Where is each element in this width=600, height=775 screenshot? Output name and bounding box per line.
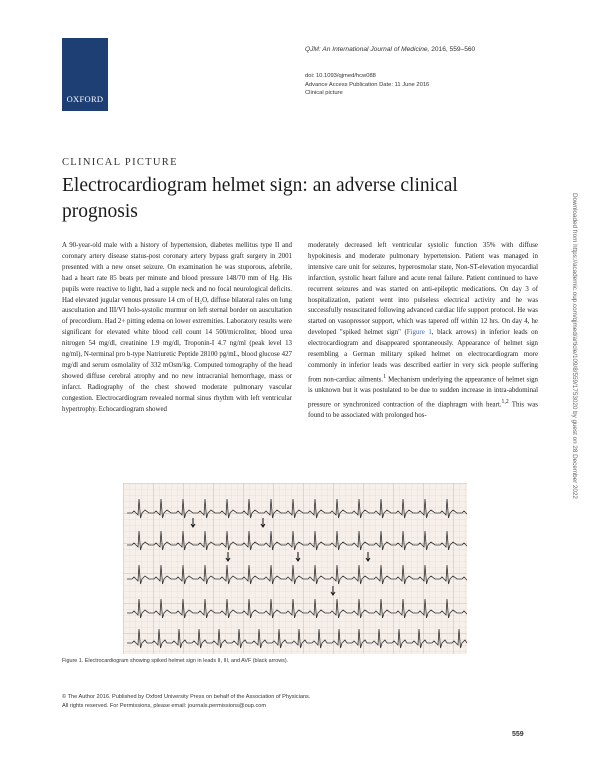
body-text: Mechanism underlying the appearance of helmet sign is unknown but it was postulated to be due to sudden increase in intra-abdominal pressure or synchronized contraction of the diaphragm with heart. bbox=[308, 376, 538, 409]
copyright-line: © The Author 2016. Published by Oxford University Press on behalf of the Association of Physicians. bbox=[62, 694, 311, 700]
body-text: This was found to be associated with prolonged hos- bbox=[308, 401, 538, 420]
article-type: Clinical picture bbox=[305, 90, 343, 97]
reference-marker[interactable]: 1,2 bbox=[501, 398, 509, 405]
permissions-line: All rights reserved. For Permissions, please email: journals.permissions@oup.com bbox=[62, 703, 267, 709]
body-text: , black arrows) in inferior leads on electrocardiogram and disappeared spontaneously. Appearance of helmet sign resembling a German military spiked helmet on electrocardiogram more commonly in inferior leads was described earlier in very sick people suffering from non-cardiac ailments. bbox=[308, 329, 538, 384]
body-column-right bbox=[308, 241, 538, 422]
body-text: moderately decreased left ventricular systolic function 35% with diffuse hypokinesis and moderate pulmonary hypertension. Patient was managed in intensive care unit for seizures, hyperosmolar state, Non-ST-elevation myocardial infarction, systolic heart failure and acute renal failure. Patient continued to have recurrent seizures and was started on anti-epileptic medications. On day 3 of hospitalization, patient went into pulseless electrical activity and he was successfully resuscitated following advanced cardiac life support protocol. He was started on vasopressor support, which was tapered off within 12 hrs. On day 4, he developed "spiked helmet sign" ( bbox=[308, 242, 538, 337]
figure-link[interactable]: Figure 1 bbox=[406, 329, 432, 337]
article-meta bbox=[305, 72, 429, 98]
oxford-logo-text: OXFORD bbox=[66, 94, 104, 104]
oxford-logo bbox=[62, 38, 108, 111]
article-title: Electrocardiogram helmet sign: an adverse clinical prognosis bbox=[62, 175, 458, 222]
journal-title: QJM: An International Journal of Medicine, bbox=[305, 46, 430, 53]
citation-volume-pages: 2016, 559–560 bbox=[429, 46, 476, 53]
page-number: 559 bbox=[512, 731, 524, 738]
advance-access-date: Advance Access Publication Date: 11 June 2016 bbox=[305, 81, 430, 88]
ecg-figure bbox=[123, 483, 467, 654]
section-label: CLINICAL PICTURE bbox=[62, 157, 178, 168]
download-margin-note: Downloaded from https://academic.oup.com/qjmed/article/109/8/559/1753020 by guest on 28 December 2022 bbox=[571, 193, 578, 499]
reference-marker[interactable]: 1 bbox=[383, 373, 387, 380]
figure-caption: Figure 1. Electrocardiogram showing spiked helmet sign in leads II, III, and AVF (black arrows). bbox=[62, 658, 289, 664]
journal-citation bbox=[305, 46, 475, 53]
doi[interactable]: doi: 10.1093/qjmed/hcw088 bbox=[305, 73, 376, 79]
footer bbox=[62, 693, 310, 711]
body-column-left: A 90-year-old male with a history of hypertension, diabetes mellitus type II and coronary artery disease status-post coronary artery bypass graft surgery in 2001 presented with a new onset seizure. On examination he was stuporous, afebrile, had a heart rate 85 beats per minute and blood pressure 148/70 mm of Hg. His pupils were reactive to light, had a supple neck and no focal neurological deficits. Had elevated jugular venous pressure 14 cm of H₂O, diffuse bilateral rales on lung auscultation and III/VI holo-systolic murmur on left sternal border on auscultation of precordium. Had 2+ pitting edema on lower extremities. Laboratory results were significant for elevated white blood cell count 14 500/microliter, blood urea nitrogen 54 mg/dl, creatinine 1.9 mg/dl, Troponin-I 4.7 ng/ml (peak level 13 ng/ml), N-terminal pro b-type Natriuretic Peptide 28100 pg/mL, blood glucose 427 mg/dl and serum osmolality of 332 mOsm/kg. Computed tomography of the head showed diffuse cerebral atrophy and no new intracranial hemorrhage, mass or infarct. Radiography of the chest showed moderate pulmonary vascular congestion. Electrocardiogram revealed normal sinus rhythm with left ventricular hypertrophy. Echocardiogram showed bbox=[62, 242, 292, 413]
